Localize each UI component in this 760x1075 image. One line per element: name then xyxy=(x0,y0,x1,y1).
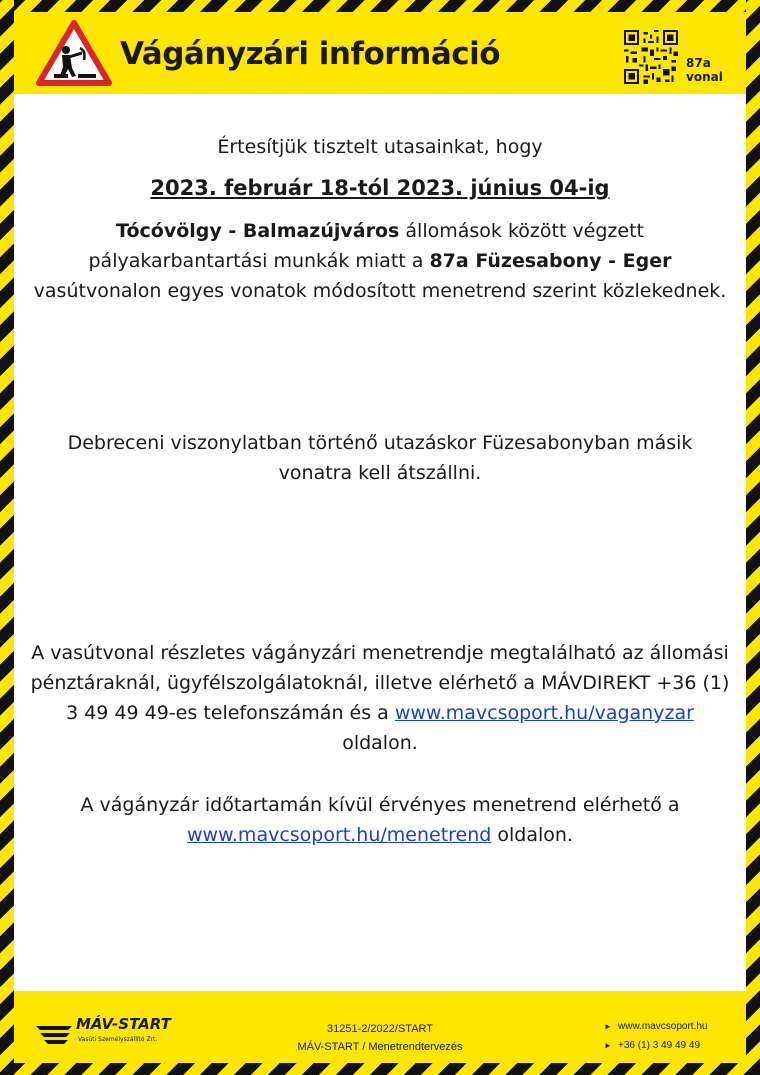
menetrend-link[interactable]: www.mavcsoport.hu/menetrend xyxy=(187,824,492,846)
page-title: Vágányzári információ xyxy=(120,36,501,72)
para4-suffix: oldalon. xyxy=(491,824,573,846)
hazard-stripe-right xyxy=(746,0,760,1075)
qr-code-icon[interactable] xyxy=(624,30,678,84)
line-bold: 87a Füzesabony - Eger xyxy=(429,250,672,272)
line-number: 87a xyxy=(686,56,711,70)
footer-logo-sub: Vasúti Személyszállító Zrt. xyxy=(78,1036,158,1043)
footer-website[interactable]: www.mavcsoport.hu xyxy=(618,1021,708,1032)
intro-text: Értesítjük tisztelt utasainkat, hogy xyxy=(217,136,543,158)
para1-text-b: vasútvonalon egyes vonatok módosított menetrend szerint közlekednek. xyxy=(33,280,727,302)
closure-paragraph xyxy=(30,216,730,306)
phone-row xyxy=(604,1036,707,1055)
arrow-right-icon: ► xyxy=(604,1041,612,1050)
line-label xyxy=(686,56,723,84)
date-range: 2023. február 18-tól 2023. június 04-ig xyxy=(150,176,610,200)
footer-contacts xyxy=(604,1017,707,1055)
transfer-paragraph: Debreceni viszonylatban történő utazáskor Füzesabonyban másik vonatra kell átszállni. xyxy=(67,432,693,484)
stations-bold: Tócóvölgy - Balmazújváros xyxy=(116,220,400,242)
hazard-stripe-bottom xyxy=(0,1063,760,1075)
document-number: 31251-2/2022/START xyxy=(327,1023,433,1035)
footer-document-info xyxy=(250,1020,510,1056)
hazard-stripe-top xyxy=(0,0,760,12)
department: MÁV-START / Menetrendtervezés xyxy=(297,1041,463,1053)
footer-logo-text: MÁV-START xyxy=(76,1015,171,1033)
roadwork-warning-icon xyxy=(36,20,112,86)
vaganyzar-link[interactable]: www.mavcsoport.hu/vaganyzar xyxy=(394,702,694,724)
para3-text: A vasútvonal részletes vágányzári menetrendje megtalálható az állomási pénztáraknál, ügyfélszolgálatoknál, illetve elérhető a MÁVDIREKT +36 (1) 3 49 49 49-es telefonszámán és a xyxy=(30,642,730,724)
para4-text: A vágányzár időtartamán kívül érvényes menetrend elérhető a xyxy=(80,794,680,816)
website-row[interactable] xyxy=(604,1017,707,1036)
line-word: vonal xyxy=(686,70,723,84)
regular-timetable-paragraph xyxy=(30,790,730,850)
para1-text-a: állomások között végzett pályakarbantartási munkák miatt a xyxy=(88,220,644,272)
arrow-right-icon: ► xyxy=(604,1022,612,1031)
para3-suffix: oldalon. xyxy=(342,732,418,754)
hazard-stripe-left xyxy=(0,0,14,1075)
timetable-paragraph xyxy=(30,638,730,758)
footer-phone: +36 (1) 3 49 49 49 xyxy=(618,1040,701,1051)
